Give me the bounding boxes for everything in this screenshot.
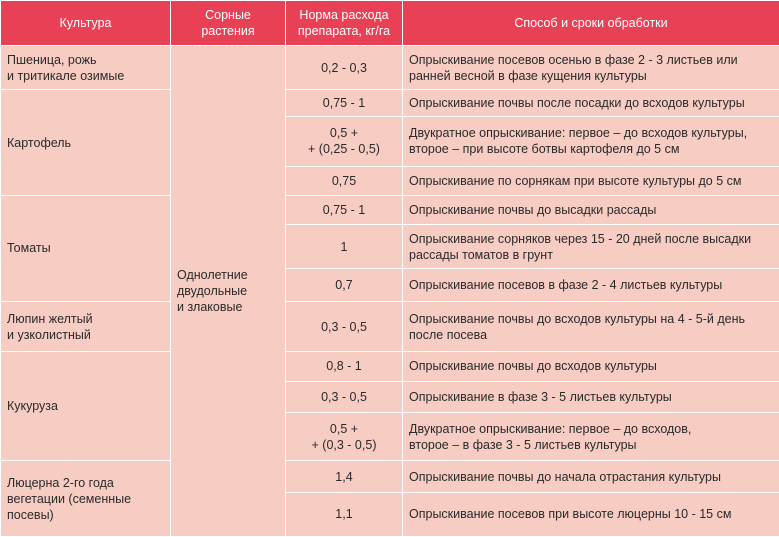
table-row [1, 46, 779, 90]
method-cell: Опрыскивание посевов в фазе 2 - 4 листьев культуры [403, 269, 779, 302]
rate-cell: 0,8 - 1 [286, 352, 403, 381]
culture-cell: Пшеница, рожь и тритикале озимые [1, 46, 171, 90]
culture-cell: Картофель [1, 90, 171, 196]
rate-cell: 0,75 [286, 166, 403, 195]
rate-cell: 1 [286, 225, 403, 269]
header-weeds: Сорные растения [171, 1, 286, 46]
header-method: Способ и сроки обработки [403, 1, 779, 46]
table-row [1, 352, 779, 381]
table-row [1, 90, 779, 117]
header-row [1, 1, 779, 46]
header-culture: Культура [1, 1, 171, 46]
rate-cell: 0,75 - 1 [286, 90, 403, 117]
method-cell: Опрыскивание посевов при высоте люцерны 10 - 15 см [403, 492, 779, 536]
method-cell: Опрыскивание почвы до всходов культуры на 4 - 5-й день после посева [403, 301, 779, 351]
table-row [1, 461, 779, 492]
table-row [1, 301, 779, 351]
method-cell: Опрыскивание в фазе 3 - 5 листьев культуры [403, 381, 779, 412]
rate-cell: 0,3 - 0,5 [286, 301, 403, 351]
rate-cell: 0,5 + + (0,25 - 0,5) [286, 117, 403, 166]
method-cell: Опрыскивание посевов осенью в фазе 2 - 3 листьев или ранней весной в фазе кущения культуры [403, 46, 779, 90]
rate-cell: 0,2 - 0,3 [286, 46, 403, 90]
method-cell: Опрыскивание почвы после посадки до всходов культуры [403, 90, 779, 117]
culture-cell: Люпин желтый и узколистный [1, 301, 171, 351]
rate-cell: 0,7 [286, 269, 403, 302]
method-cell: Опрыскивание почвы до всходов культуры [403, 352, 779, 381]
rate-cell: 0,5 + + (0,3 - 0,5) [286, 413, 403, 461]
method-cell: Опрыскивание сорняков через 15 - 20 дней после высадки рассады томатов в грунт [403, 225, 779, 269]
rate-cell: 1,1 [286, 492, 403, 536]
rate-cell: 1,4 [286, 461, 403, 492]
table-row [1, 196, 779, 225]
header-rate: Норма расхода препарата, кг/га [286, 1, 403, 46]
method-cell: Двукратное опрыскивание: первое – до всходов культуры, второе – при высоте ботвы картофеля до 5 см [403, 117, 779, 166]
method-cell: Опрыскивание почвы до начала отрастания культуры [403, 461, 779, 492]
culture-cell: Люцерна 2-го года вегетации (семенные посевы) [1, 461, 171, 537]
rate-cell: 0,75 - 1 [286, 196, 403, 225]
method-cell: Опрыскивание по сорнякам при высоте культуры до 5 см [403, 166, 779, 195]
weeds-cell: Однолетние двудольные и злаковые [171, 46, 286, 537]
rate-cell: 0,3 - 0,5 [286, 381, 403, 412]
method-cell: Опрыскивание почвы до высадки рассады [403, 196, 779, 225]
culture-cell: Томаты [1, 196, 171, 302]
culture-cell: Кукуруза [1, 352, 171, 461]
method-cell: Двукратное опрыскивание: первое – до всходов, второе – в фазе 3 - 5 листьев культуры [403, 413, 779, 461]
